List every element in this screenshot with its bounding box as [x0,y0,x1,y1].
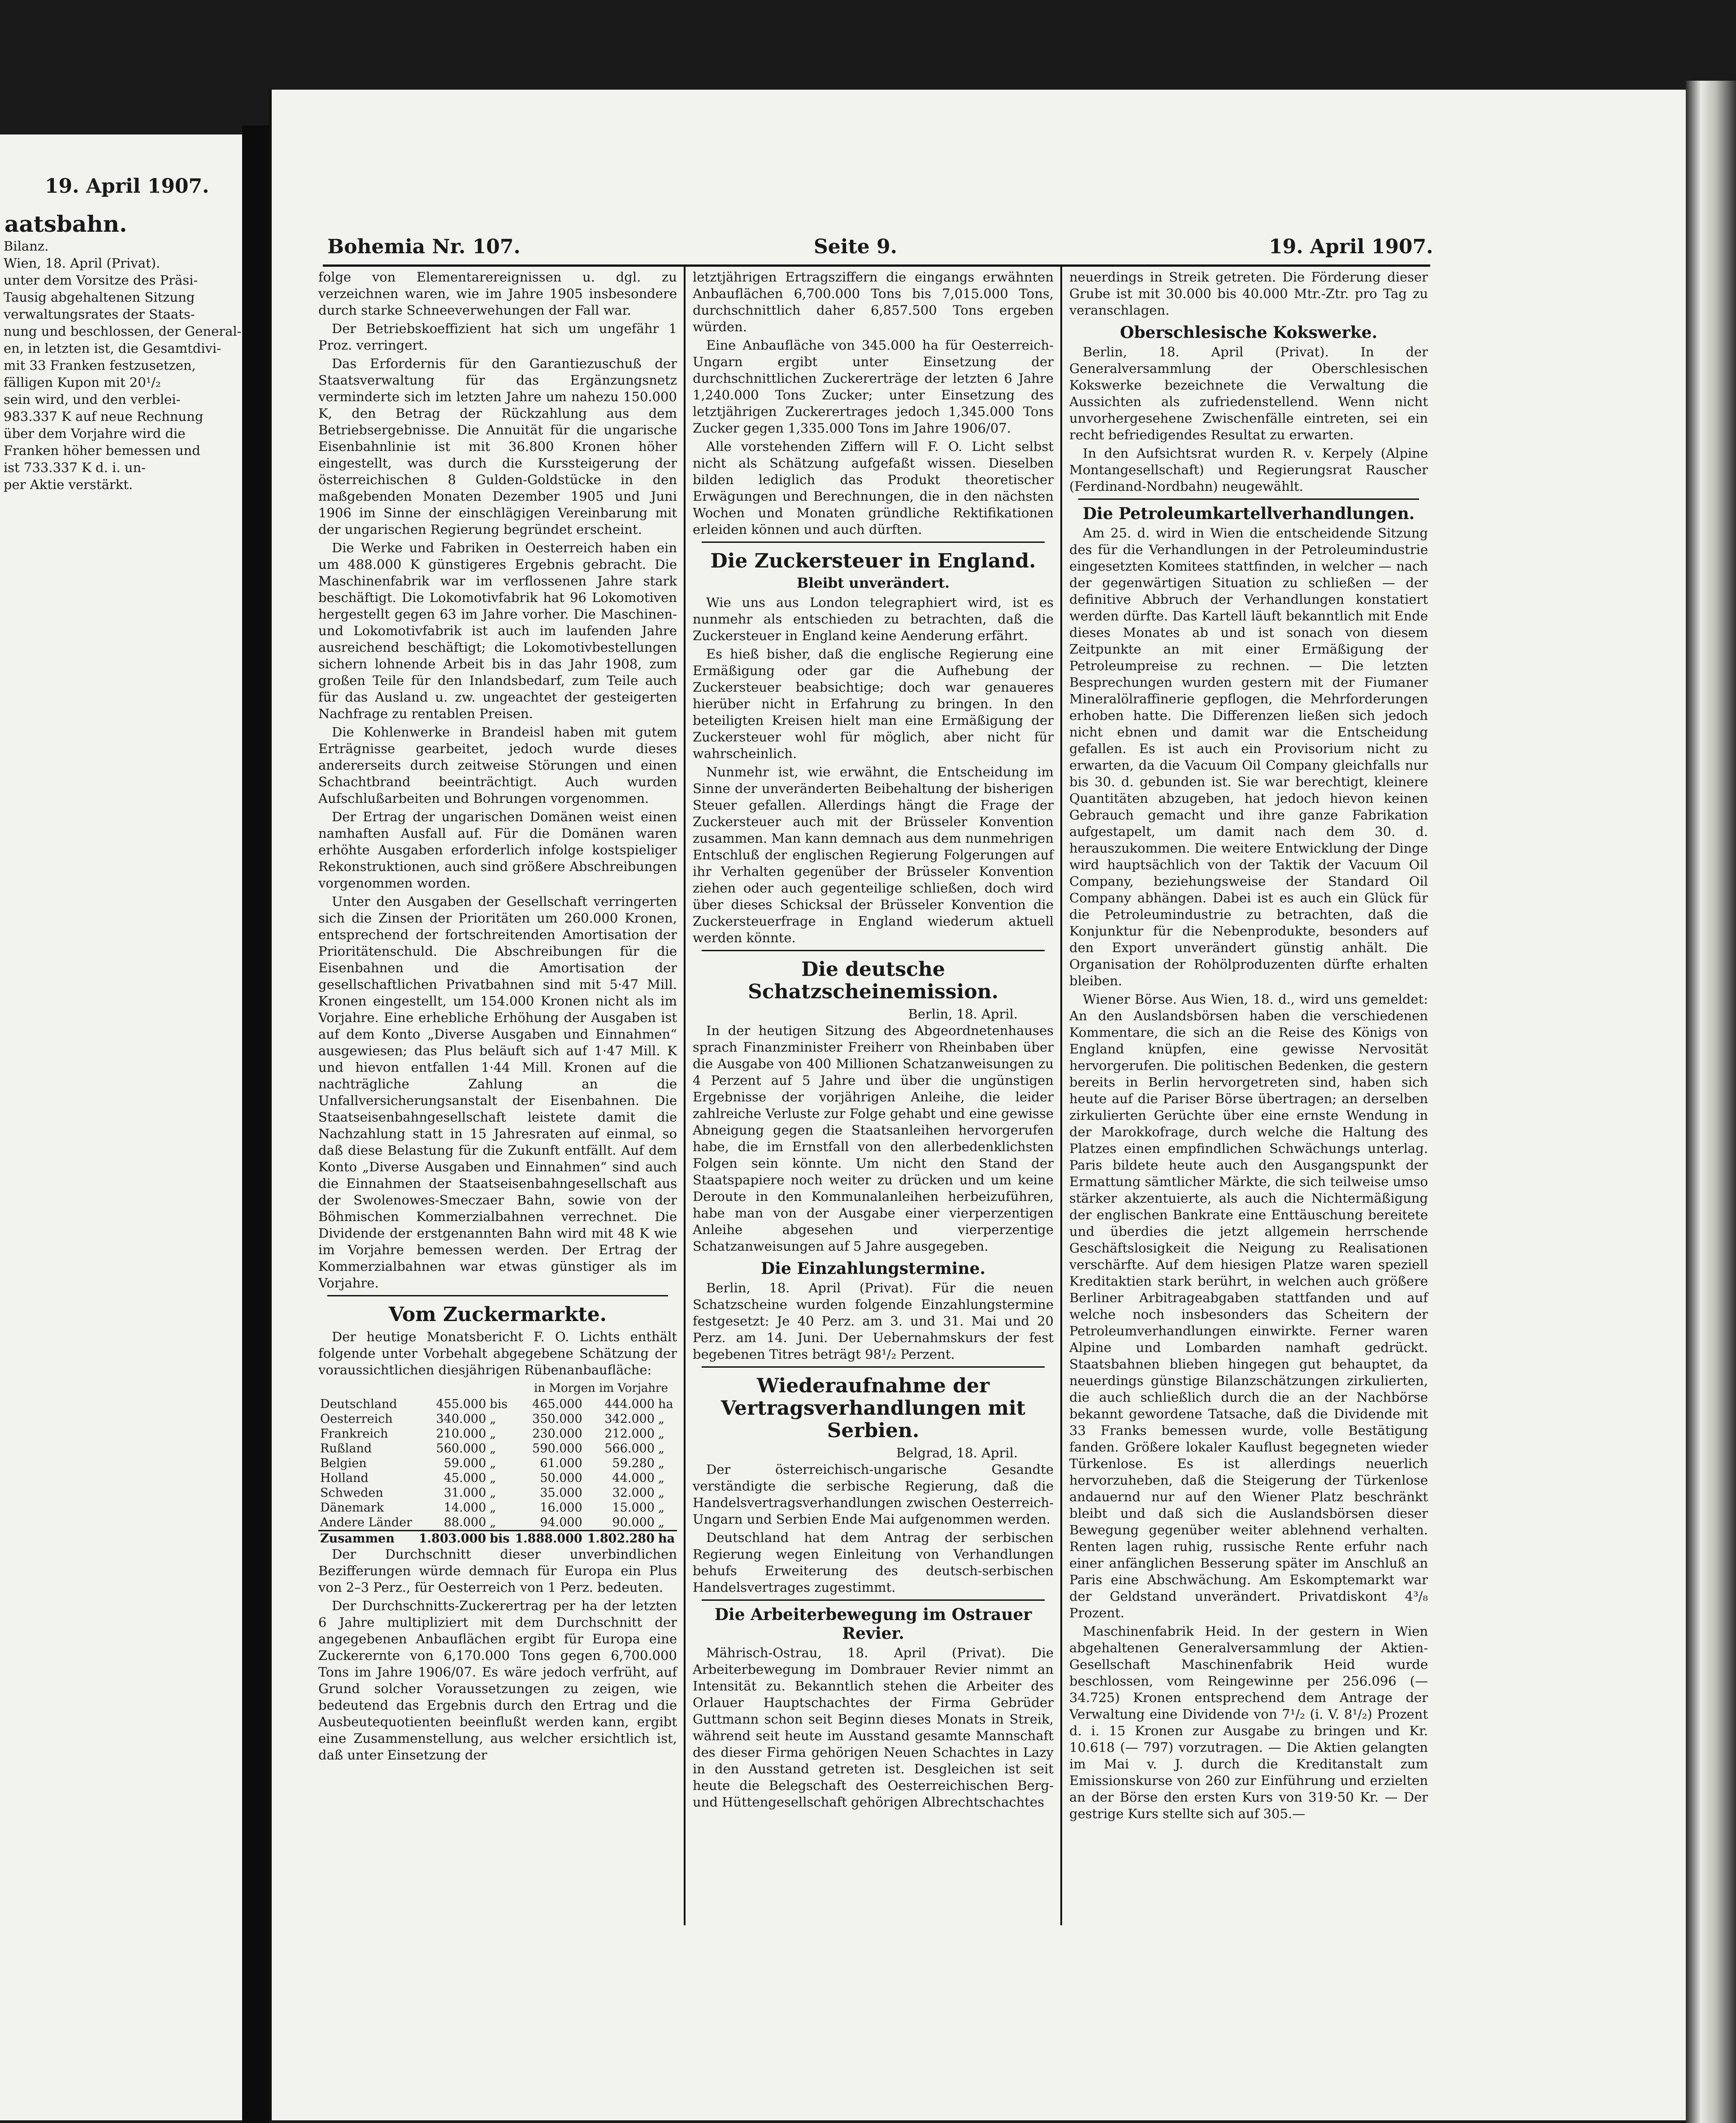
table-row [318,1426,677,1441]
table-row [318,1486,677,1500]
left-fragment-line: per Aktie verstärkt. [4,477,133,492]
article-heading: Die Arbeiterbewegung im Ostrauer Revier. [714,1605,1032,1643]
left-fragment-line: en, in letzten ist, die Gesamtdivi- [4,341,221,356]
table-cell: 350.000 [532,1412,582,1426]
table-cell: 590.000 [532,1442,582,1456]
table-cell: „ [490,1486,496,1500]
article-heading: Oberschlesische Kokswerke. [1120,323,1378,342]
dateline: Berlin, 18. April. [908,1006,1018,1022]
table-cell: ha [656,1531,677,1547]
table-cell: 31.000 [443,1486,486,1500]
table-cell: 210.000 [436,1427,486,1441]
left-fragment-line: verwaltungsrates der Staats- [4,307,195,322]
table-cell: Belgien [320,1456,367,1470]
article-heading: Die Petroleumkartellverhandlungen. [1082,504,1415,523]
table-cell: 340.000 [436,1412,486,1426]
table-cell: Deutschland [320,1397,397,1411]
paragraph: Der Ertrag der ungarischen Domänen weist einen namhaften Ausfall auf. Für die Domänen waren erhöhte Ausgaben erforderlich infolge kostspieliger Rekonstruktionen, auch sind größere Abschreibungen vorgenommen worden. [318,809,677,891]
table-cell: 59.280 [612,1456,655,1470]
table-cell: Andere Länder [320,1516,412,1529]
table-cell: Dänemark [320,1501,384,1515]
table-row [318,1500,677,1515]
table-cell: 15.000 [612,1501,655,1515]
table-cell: 455.000 [436,1397,486,1411]
left-fragment-line: 983.337 K auf neue Rechnung [4,409,204,424]
table-cell: bis [488,1531,512,1547]
table-cell: „ [490,1427,496,1441]
table-cell: 59.000 [443,1456,486,1470]
table-cell: 61.000 [540,1456,582,1470]
table-row [318,1456,677,1471]
paragraph: Wiener Börse. Aus Wien, 18. d., wird uns gemeldet: An den Auslandsbörsen haben die verschiedenen Kommentare, die sich an die Reise des Königs von England knüpfen, eine gewisse Nervosität hervorgerufen. Die politischen Bedenken, die gestern bereits in Berlin hervorgetreten sind, haben sich heute auf die Pariser Börse übertragen; an derselben zirkulierten Gerüchte über eine ernste Wendung in der Marokkofrage, durch welche die Haltung des Platzes einen empfindlichen Schwächungs unterlag. Paris bildete heute auch den Ausgangspunkt der Ermattung sämtlicher Märkte, die sich teilweise umso stärker akzentuierte, als auch die Nichtermäßigung der englischen Bankrate eine Enttäuschung bereitete und überdies die jetzt allgemein herrschende Geschäftslosigkeit die Neigung zu Realisationen verschärfte. Auf dem hiesigen Platze waren speziell Kreditaktien stark berührt, in welchen auch größere Berliner Arbitrageabgaben stattfanden und auf welche noch insbesonders das Scheitern der Petroleumverhandlungen einwirkte. Ferner waren Alpine und Lombarden namhaft gedrückt. Staatsbahnen blieben hingegen gut behauptet, da neuerdings günstige Bilanzschätzungen zirkulierten, die auch schließlich durch die an der Nachbörse bekannt gewordene Tatsache, daß die Dividende mit 33 Franks bemessen wurde, volle Bestätigung fanden. Größere lokaler Kauflust begegneten wieder Türkenlose. Es ist allerdings neuerlich hervorzuheben, daß die Steigerung der Türkenlose andauernd nur auf den Wiener Platz beschränkt bleibt und daß sich die Auslandsbörsen dieser Bewegung gegenüber weiter ablehnend verhalten. Renten lagen ruhig, russische Rente erfuhr nach einer anfänglichen Besserung später im Anschluß an Paris eine Abschwächung. Am Eskomptemarkt war der Geldstand unverändert. Privatdiskont 4³/₈ Prozent. [1069,992,1428,1620]
table-cell: 465.000 [532,1397,582,1411]
masthead-page: Seite 9. [814,235,898,258]
table-cell: Schweden [320,1486,383,1500]
section-divider [702,950,1045,951]
left-page-fragments [4,238,242,493]
paragraph: In der heutigen Sitzung des Abgeordnetenhauses sprach Finanzminister Freiherr von Rheinbaben über die Ausgabe von 400 Millionen Schatzanweisungen zu 4 Perzent auf 5 Jahre und über die ungünstigen Ergebnisse der vorjährigen Anleihe, die leider zahlreiche Verluste zur Folge gehabt und eine gewisse Abneigung gegen die Staatsanleihen hervorgerufen habe, die im Ernstfall von den allerbedenklichsten Folgen sein könnte. Um nicht den Stand der Staatspapiere noch weiter zu drücken und um keine Deroute in den Kommunalanleihen herbeizuführen, habe man von der Ausgabe einer vierperzentigen Anleihe abgesehen und vierperzentige Schatzanweisungen auf 5 Jahre ausgegeben. [693,1023,1054,1254]
table-cell: 32.000 [612,1486,655,1500]
table-cell: „ [490,1412,496,1426]
paragraph: Das Erfordernis für den Garantiezuschuß der Staatsverwaltung für das Ergänzungsnetz verminderte sich im letzten Jahre um nahezu 150.000 K, den Betrag der Rückzahlung aus dem Betriebsergebnisse. Die Annuität für die ungarische Eisenbahnlinie ist mit 36.800 Kronen höher eingestellt, was durch die Kurssteigerung der österreichischen 8 Gulden-Goldstücke in den maßgebenden Monaten Dezember 1905 und Juni 1906 im Sinne der einschlägigen Vereinbarung mit der ungarischen Regierung begründet erscheint. [318,356,677,537]
table-cell: 88.000 [443,1516,486,1529]
table-cell: „ [658,1456,664,1470]
paragraph: Der heutige Monatsbericht F. O. Lichts enthält folgende unter Vorbehalt abgegebene Schätzung der voraussichtlichen diesjährigen Rübenanbaufläche: [318,1329,677,1378]
left-fragment-line: fälligen Kupon mit 20¹/₂ [4,375,161,390]
article-heading: Wiederaufnahme der Vertragsverhandlungen mit Serbien. [720,1374,1026,1442]
dateline: Belgrad, 18. April. [896,1445,1018,1460]
table-cell: „ [490,1471,496,1485]
left-fragment-line: über dem Vorjahre wird die [4,426,186,441]
table-row [318,1412,677,1426]
table-cell: „ [658,1471,664,1485]
article-heading: Die deutsche Schatzscheinemission. [748,958,998,1003]
table-row [318,1515,677,1531]
left-fragment-line: nung und beschlossen, der General- [4,324,242,339]
paragraph: Alle vorstehenden Ziffern will F. O. Licht selbst nicht als Schätzung aufgefaßt wissen. Dieselben bilden lediglich das Produkt theoretischer Erwägungen und Berechnungen, die in den nächsten Wochen und Monaten gründliche Rektifikationen erleiden können und auch dürften. [693,439,1054,537]
book-edge [1686,81,1736,2123]
paragraph: Wie uns aus London telegraphiert wird, ist es nunmehr als entschieden zu betrachten, daß die Zuckersteuer in England keine Aenderung erfährt. [693,595,1054,643]
column-rule-1 [684,267,686,1925]
paragraph: In den Aufsichtsrat wurden R. v. Kerpely (Alpine Montangesellschaft) und Regierungsrat Rauscher (Ferdinand-Nordbahn) neugewählt. [1069,446,1428,494]
table-cell: ha [658,1397,673,1411]
column-2 [693,269,1054,1928]
table-cell: Frankreich [320,1427,388,1441]
left-page-date: 19. April 1907. [45,175,209,198]
table-sum-row [318,1531,677,1547]
table-cell: 14.000 [443,1501,486,1515]
paragraph: Eine Anbaufläche von 345.000 ha für Oesterreich-Ungarn ergibt unter Einsetzung der durchschnittlichen Zuckererträge der letzten 6 Jahre 1,240.000 Tons Zucker; unter Einsetzung des letztjährigen Zuckerertrages jedoch 1,345.000 Tons Zucker gegen 1,335.000 Tons im Jahre 1906/07. [693,338,1054,436]
paragraph: Am 25. d. wird in Wien die entscheidende Sitzung des für die Verhandlungen in der Petroleumindustrie eingesetzten Komitees stattfinden, in welcher — nach der gegenwärtigen Situation zu schließen — der definitive Abbruch der Verhandlungen konstatiert werden dürfte. Das Kartell läuft bekanntlich mit Ende dieses Monates ab und ist sonach von diesem Zeitpunkte an mit einer Ermäßigung der Petroleumpreise zu rechnen. — Die letzten Besprechungen wurden gestern mit der Fiumaner Mineralölraffinerie gepflogen, die Mehrforderungen erhoben hatte. Die Differenzen ließen sich jedoch nicht ebnen und damit war die Entscheidung gefallen. Es ist auch ein Provisorium nicht zu erwarten, da die Vacuum Oil Company gleichfalls nur bis 30. d. gebunden ist. Sie war berechtigt, kleinere Quantitäten abzugeben, hat jedoch hievon keinen Gebrauch gemacht und ihre ganze Fabrikation aufgestapelt, um damit nach dem 30. d. herauszukommen. Die weitere Entwicklung der Dinge wird hauptsächlich von der Taktik der Vacuum Oil Company, beziehungsweise der Standard Oil Company abhängen. Dabei ist es auch ein Glück für die Petroleumindustrie zu betrachten, daß die Konjunktur für die Nebenprodukte, besonders auf den Export unverändert günstig anhält. Die Organisation der Rohölproduzenten dürfte erhalten bleiben. [1069,525,1428,988]
acreage-table [318,1397,677,1546]
left-fragment-line: unter dem Vorsitze des Präsi- [4,273,198,288]
paragraph: folge von Elementarereignissen u. dgl. zu verzeichnen waren, wie im Jahre 1905 insbesondere durch starke Schneeverwehungen der Fall war. [318,269,677,318]
table-cell: „ [658,1516,664,1529]
paragraph: Der Durchschnitts-Zuckerertrag per ha der letzten 6 Jahre multipliziert mit dem Durchschnitt der angegebenen Anbauflächen ergibt für Europa eine Zuckerernte von 6,170.000 Tons gegen 6,700.000 Tons im Jahre 1906/07. Es wäre jedoch verfrüht, auf Grund solcher Voraussetzungen zu zeigen, wie bedeutend das Ergebnis durch den Ertrag und die Ausbeutequotienten beeinflußt werden kann, ergibt eine Zusammenstellung, aus welcher ersichtlich ist, daß unter Einsetzung der [318,1598,677,1763]
table-cell: 230.000 [532,1427,582,1441]
table-cell: „ [658,1486,664,1500]
paragraph: Unter den Ausgaben der Gesellschaft verringerten sich die Zinsen der Prioritäten um 260.000 Kronen, entsprechend der fortschreitenden Amortisation der Prioritätenschuld. Die Abschreibungen für die Eisenbahnen und die Amortisation der gesellschaftlichen Privatbahnen sind mit 5·47 Mill. Kronen eingestellt, um 154.000 Kronen nicht als im Vorjahre. Eine erhebliche Erhöhung der Ausgaben ist auf dem Konto „Diverse Ausgaben und Einnahmen“ ausgewiesen; das Plus beläuft sich auf 1·47 Mill. K und hievon entfallen 1·44 Mill. Kronen auf die nachträgliche Zahlung an die Unfallversicherungsanstalt der Eisenbahnen. Die Staatseisenbahngesellschaft leistete damit die Nachzahlung statt in 15 Jahresraten auf einmal, so daß diese Belastung für die Zukunft entfällt. Auf dem Konto „Diverse Ausgaben und Einnahmen“ sind auch die Einnahmen der Staatseisenbahngesellschaft aus der Swolenowes-Smeczaer Bahn, sowie von der Böhmischen Kommerzialbahnen verrechnet. Die Dividende der erstgenannten Bahn wird mit 48 K wie im Vorjahre bemessen werden. Der Ertrag der Kommerzialbahnen war etwas günstiger als im Vorjahre. [318,894,677,1291]
left-fragment-line: Tausig abgehaltenen Sitzung [4,290,195,305]
table-row [318,1397,677,1412]
table-cell: 94.000 [540,1516,582,1529]
left-fragment-line: Bilanz. [4,238,49,254]
paragraph: Es hieß bisher, daß die englische Regierung eine Ermäßigung oder gar die Aufhebung der Zuckersteuer beabsichtige; doch war genaueres hierüber nicht in Erfahrung zu bringen. In den beteiligten Kreisen hielt man eine Ermäßigung der Zuckersteuer wohl für möglich, aber nicht für wahrscheinlich. [693,646,1054,761]
paragraph: Der Durchschnitt dieser unverbindlichen Bezifferungen würde demnach für Europa ein Plus von 2–3 Perz., für Oesterreich von 1 Perz. bedeuten. [318,1547,677,1595]
table-cell: 45.000 [443,1471,486,1485]
table-cell: „ [490,1456,496,1470]
paragraph: Berlin, 18. April (Privat). Für die neuen Schatzscheine wurden folgende Einzahlungstermine festgesetzt: Je 40 Perz. am 3. und 31. Mai und 20 Perz. am 14. Juni. Der Uebernahmskurs der fest begebenen Titres beträgt 98¹/₂ Perzent. [693,1280,1054,1362]
paragraph: Mährisch-Ostrau, 18. April (Privat). Die Arbeiterbewegung im Dombrauer Revier nimmt an Intensität zu. Bekanntlich stehen die Arbeiter des Orlauer Hauptschachtes der Firma Gebrüder Guttmann schon seit Beginn dieses Monats in Streik, während seit heute im Ausstand gesamte Mannschaft des dieser Firma gehörigen Neuen Schachtes in Lazy in den Ausstand getreten ist. Desgleichen ist seit heute die Belegschaft des Oesterreichischen Berg- und Hüttengesellschaft gehörigen Albrechtschachtes [693,1645,1054,1810]
table-cell: Zusammen [318,1531,416,1547]
left-fragment-line: ist 733.337 K d. i. un- [4,460,146,475]
column-3 [1069,269,1428,1928]
paragraph: Die Kohlenwerke in Brandeisl haben mit gutem Erträgnisse gearbeitet, jedoch wurde dieses andererseits durch zeitweise Störungen und einen Schachtbrand beeinträchtigt. Auch wurden Aufschlußarbeiten und Bohrungen vorgenommen. [318,724,677,806]
table-cell: 44.000 [612,1471,655,1485]
table-cell: „ [658,1427,664,1441]
masthead-paper: Bohemia Nr. 107. [327,235,521,258]
table-cell: 50.000 [540,1471,582,1485]
table-cell: 35.000 [540,1486,582,1500]
masthead-rule [323,264,1430,267]
paragraph: neuerdings in Streik getreten. Die Förderung dieser Grube ist mit 30.000 bis 40.000 Mtr.-Ztr. pro Tag zu veranschlagen. [1069,269,1428,318]
masthead-date: 19. April 1907. [1269,235,1433,258]
section-divider [702,1599,1045,1601]
page-fold [242,126,269,2123]
table-cell: 560.000 [436,1442,486,1456]
paragraph: Die Werke und Fabriken in Oesterreich haben ein um 488.000 K günstigeres Ergebnis gebracht. Die Maschinenfabrik war im verflossenen Jahre stark beschäftigt. Die Lokomotivfabrik hat 96 Lokomotiven hergestellt gegen 63 im Jahre vorher. Die Maschinen- und Lokomotivfabrik ist auch im laufenden Jahre ausreichend beschäftigt; die Lokomotivbestellungen sichern lohnende Arbeit bis in das Jahr 1908, zum großen Teile für den Inlandsbedarf, zum Teile auch für das Ausland u. zw. ungeachtet der gesteigerten Nachfrage zu rentablen Preisen. [318,540,677,721]
table-cell: bis [490,1397,508,1411]
table-cell: 444.000 [604,1397,655,1411]
left-fragment-line: mit 33 Franken festzusetzen, [4,358,196,373]
table-cell: „ [490,1501,496,1515]
table-cell: Oesterreich [320,1412,393,1426]
left-page-title: aatsbahn. [4,211,127,237]
paragraph: Maschinenfabrik Heid. In der gestern in Wien abgehaltenen Generalversammlung der Aktien-Gesellschaft Maschinenfabrik Heid wurde beschlossen, vom Reingewinne per 256.096 (— 34.725) Kronen entsprechend dem Antrage der Verwaltung eine Dividende von 7¹/₂ (i. V. 8¹/₂) Prozent d. i. 15 Kronen zur Ausgabe zu bringen und Kr. 10.618 (— 797) vorzutragen. — Die Aktien gelangten im Mai v. J. durch die Kreditanstalt zum Emissionskurse von 260 zur Einführung und erzielten an der Börse den ersten Kurs von 319·50 Kr. — Der gestrige Kurs stellte sich auf 305.— [1069,1624,1428,1821]
article-heading: Die Zuckersteuer in England. [710,550,1036,572]
article-heading: Vom Zuckermarkte. [388,1303,607,1326]
table-cell: Holland [320,1471,369,1485]
table-cell: 90.000 [612,1516,655,1529]
table-cell: „ [490,1516,496,1529]
section-divider [327,1295,668,1296]
table-cell: „ [658,1442,664,1456]
section-divider [702,542,1045,543]
article-subheading: Bleibt unverändert. [797,575,950,591]
article-heading: Die Einzahlungstermine. [761,1259,985,1278]
table-cell: 212.000 [604,1427,655,1441]
paragraph: letztjährigen Ertragsziffern die eingangs erwähnten Anbauflächen 6,700.000 Tons bis 7,015.000 Tons, durchschnittlich daher 6,857.500 Tons ergeben würden. [693,269,1054,334]
table-cell: „ [490,1442,496,1456]
left-fragment-line: Franken höher bemessen und [4,443,200,458]
table-row [318,1471,677,1486]
paragraph: Der Betriebskoeffizient hat sich um ungefähr 1 Proz. verringert. [318,321,677,353]
table-cell: 1.888.000 [512,1531,584,1547]
column-rule-2 [1060,267,1062,1925]
table-cell: „ [658,1501,664,1515]
column-1 [318,269,677,1928]
left-fragment-line: sein wird, und den verblei- [4,392,181,407]
table-cell: 16.000 [540,1501,582,1515]
section-divider [1078,498,1419,500]
table-cell: 342.000 [604,1412,655,1426]
table-cell: 566.000 [604,1442,655,1456]
table-cell: Rußland [320,1442,372,1456]
table-cell: 1.803.000 [416,1531,488,1547]
table-cell: 1.802.280 [584,1531,656,1547]
section-divider [702,1366,1045,1368]
left-fragment-line: Wien, 18. April (Privat). [4,256,161,271]
paragraph: Der österreichisch-ungarische Gesandte verständigte die serbische Regierung, daß die Handelsvertragsverhandlungen zwischen Oesterreich-Ungarn und Serbien Ende Mai aufgenommen werden. [693,1462,1054,1527]
paragraph: Nunmehr ist, wie erwähnt, die Entscheidung im Sinne der unveränderten Beibehaltung der bisherigen Steuer gefallen. Allerdings hängt die Frage der Zuckersteuer auch mit der Brüsseler Konvention zusammen. Man kann demnach aus dem nunmehrigen Entschluß der englischen Regierung Folgerungen auf ihr Verhalten gegenüber der Brüsseler Konvention ziehen oder auch gegenteilige schließen, doch wird über dieses Schicksal der Brüsseler Konvention die Zuckersteuerfrage in England wiederum aktuell werden könnte. [693,764,1054,945]
paragraph: Berlin, 18. April (Privat). In der Generalversammlung der Oberschlesischen Kokswerke bezeichnete die Verwaltung die Aussichten als zufriedenstellend. Wenn nicht unvorhergesehene Zwischenfälle eintreten, sei ein recht befriedigendes Resultat zu erwarten. [1069,344,1428,442]
table-header: in Morgen im Vorjahre [534,1382,668,1395]
table-row [318,1441,677,1456]
paragraph: Deutschland hat dem Antrag der serbischen Regierung wegen Einleitung von Verhandlungen behufs Erweiterung des deutsch-serbischen Handelsvertrages zugestimmt. [693,1530,1054,1595]
table-cell: „ [658,1412,664,1426]
